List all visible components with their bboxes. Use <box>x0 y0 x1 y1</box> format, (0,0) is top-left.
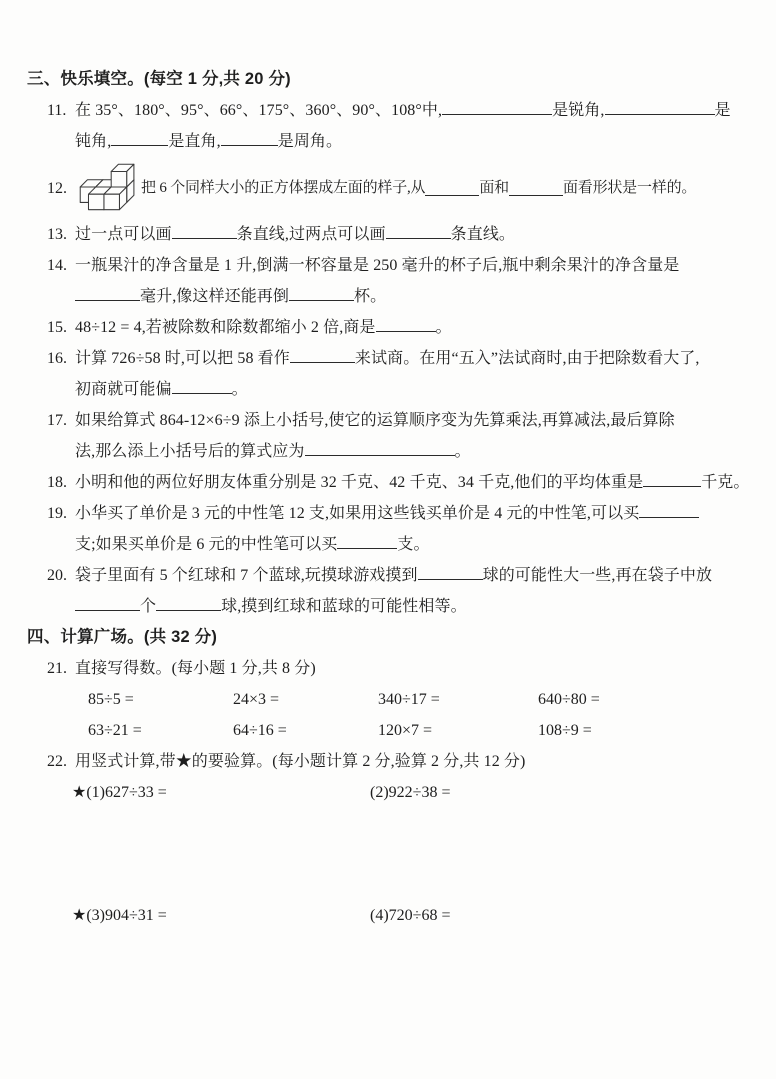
question-line <box>75 591 776 622</box>
question-text: 毫升,像这样还能再倒 <box>140 288 290 305</box>
question-text: 48÷12 = 4,若被除数和除数都缩小 2 倍,商是 <box>75 319 376 336</box>
question-number: 11. <box>47 102 67 119</box>
section-heading: 三、快乐填空。(每空 1 分,共 20 分) <box>27 70 291 88</box>
question-line <box>47 219 776 250</box>
question-number: 22. <box>47 753 67 770</box>
question-text: 来试商。在用“五入”法试商时,由于把除数看大了, <box>354 350 700 367</box>
question-text: 用竖式计算,带★的要验算。(每小题计算 2 分,验算 2 分,共 12 分) <box>75 753 526 770</box>
question-13 <box>0 219 776 250</box>
question-text: 一瓶果汁的净含量是 1 升,倒满一杯容量是 250 毫升的杯子后,瓶中剩余果汁的净含量是 <box>75 257 680 274</box>
blank-underline <box>442 100 552 115</box>
question-line <box>47 95 776 126</box>
question-text: 条直线。 <box>450 226 516 243</box>
question-text: 条直线,过两点可以画 <box>236 226 386 243</box>
calc-expression: 64÷16 = <box>233 722 287 739</box>
question-number: 14. <box>47 257 67 274</box>
blank-underline <box>75 596 140 611</box>
calc-expression: 108÷9 = <box>538 722 592 739</box>
blank-underline <box>425 181 479 196</box>
question-text: 钝角, <box>75 133 112 150</box>
calc-expression: ★(1)627÷33 = <box>72 784 167 801</box>
question-text: 计算 726÷58 时,可以把 58 看作 <box>75 350 290 367</box>
question-text: 支;如果买单价是 6 元的中性笔可以买 <box>75 536 338 553</box>
question-21 <box>0 653 776 684</box>
question-15 <box>0 312 776 343</box>
question-line <box>47 343 776 374</box>
vertical-calc-row <box>72 900 776 931</box>
question-17 <box>0 405 776 467</box>
question-line <box>47 250 776 281</box>
question-line <box>47 467 776 498</box>
calc-expression: 63÷21 = <box>88 722 142 739</box>
question-line <box>47 498 776 529</box>
question-text: 如果给算式 864-12×6÷9 添上小括号,使它的运算顺序变为先算乘法,再算减法,最后算除 <box>75 412 675 429</box>
question-text: 初商就可能偏 <box>75 381 172 398</box>
question-14 <box>0 250 776 312</box>
question-text: 是直角, <box>168 133 221 150</box>
question-text: 法,那么添上小括号后的算式应为 <box>75 443 305 460</box>
question-number: 19. <box>47 505 67 522</box>
question-text: 面和 <box>479 179 509 196</box>
calc-expression: 340÷17 = <box>378 691 440 708</box>
question-line <box>47 560 776 591</box>
question-line <box>75 281 776 312</box>
question-number: 13. <box>47 226 67 243</box>
question-number: 12. <box>47 179 67 197</box>
question-text: 。 <box>231 381 248 398</box>
question-text: 是 <box>714 102 731 119</box>
question-number: 18. <box>47 474 67 491</box>
calc-expression: 640÷80 = <box>538 691 600 708</box>
blank-underline <box>172 224 237 239</box>
calc-expression: ★(3)904÷31 = <box>72 907 167 924</box>
blank-underline <box>172 379 232 394</box>
calc-expression: (2)922÷38 = <box>370 784 451 801</box>
question-line <box>47 653 776 684</box>
blank-underline <box>386 224 451 239</box>
question-text: 在 35°、180°、95°、66°、175°、360°、90°、108°中, <box>75 102 443 119</box>
calc-expression: 120×7 = <box>378 722 433 739</box>
question-text: 支。 <box>397 536 430 553</box>
blank-underline <box>221 131 278 146</box>
blank-underline <box>337 534 397 549</box>
calc-expression: (4)720÷68 = <box>370 907 451 924</box>
question-text: 直接写得数。(每小题 1 分,共 8 分) <box>75 660 316 677</box>
blank-underline <box>290 348 355 363</box>
question-19 <box>0 498 776 560</box>
calc-expression: 85÷5 = <box>88 691 134 708</box>
question-number: 20. <box>47 567 67 584</box>
blank-underline <box>605 100 715 115</box>
cubes-figure <box>73 163 137 213</box>
blank-underline <box>509 181 563 196</box>
blank-underline <box>305 441 455 456</box>
question-11 <box>0 95 776 157</box>
blank-underline <box>376 317 436 332</box>
blank-underline <box>418 565 483 580</box>
question-text: 。 <box>435 319 452 336</box>
question-line <box>47 312 776 343</box>
question-20 <box>0 560 776 622</box>
question-line <box>75 374 776 405</box>
question-line <box>47 746 776 777</box>
question-text: 袋子里面有 5 个红球和 7 个蓝球,玩摸球游戏摸到 <box>75 567 418 584</box>
question-text: 过一点可以画 <box>75 226 172 243</box>
blank-underline <box>639 503 699 518</box>
question-12 <box>0 157 776 219</box>
question-16 <box>0 343 776 405</box>
question-text: 是锐角, <box>552 102 605 119</box>
blank-underline <box>111 131 168 146</box>
question-text: 小华买了单价是 3 元的中性笔 12 支,如果用这些钱买单价是 4 元的中性笔,可以买 <box>75 505 640 522</box>
question-text: 是周角。 <box>277 133 343 150</box>
question-text: 面看形状是一样的。 <box>562 179 697 196</box>
question-line <box>75 126 776 157</box>
calc-expression: 24×3 = <box>233 691 280 708</box>
question-text: 千克。 <box>701 474 750 491</box>
question-line <box>47 405 776 436</box>
question-text: 小明和他的两位好朋友体重分别是 32 千克、42 千克、34 千克,他们的平均体重是 <box>75 474 644 491</box>
question-number: 17. <box>47 412 67 429</box>
question-line <box>75 436 776 467</box>
question-number: 16. <box>47 350 67 367</box>
question-line <box>75 529 776 560</box>
question-line <box>47 157 776 219</box>
question-number: 15. <box>47 319 67 336</box>
question-22 <box>0 746 776 777</box>
question-text: 把 6 个同样大小的正方体摆成左面的样子,从 <box>141 179 426 196</box>
vertical-calc-row <box>72 777 776 808</box>
blank-underline <box>75 286 140 301</box>
question-text: 个 <box>140 598 157 615</box>
question-text: 杯。 <box>354 288 387 305</box>
blank-underline <box>289 286 354 301</box>
mental-math-row <box>88 715 776 746</box>
blank-underline <box>156 596 221 611</box>
question-text: 球的可能性大一些,再在袋子中放 <box>482 567 713 584</box>
mental-math-row <box>88 684 776 715</box>
question-text: 。 <box>454 443 471 460</box>
blank-underline <box>643 472 701 487</box>
section-heading: 四、计算广场。(共 32 分) <box>27 628 218 646</box>
question-number: 21. <box>47 660 67 677</box>
question-text: 球,摸到红球和蓝球的可能性相等。 <box>221 598 467 615</box>
question-18 <box>0 467 776 498</box>
